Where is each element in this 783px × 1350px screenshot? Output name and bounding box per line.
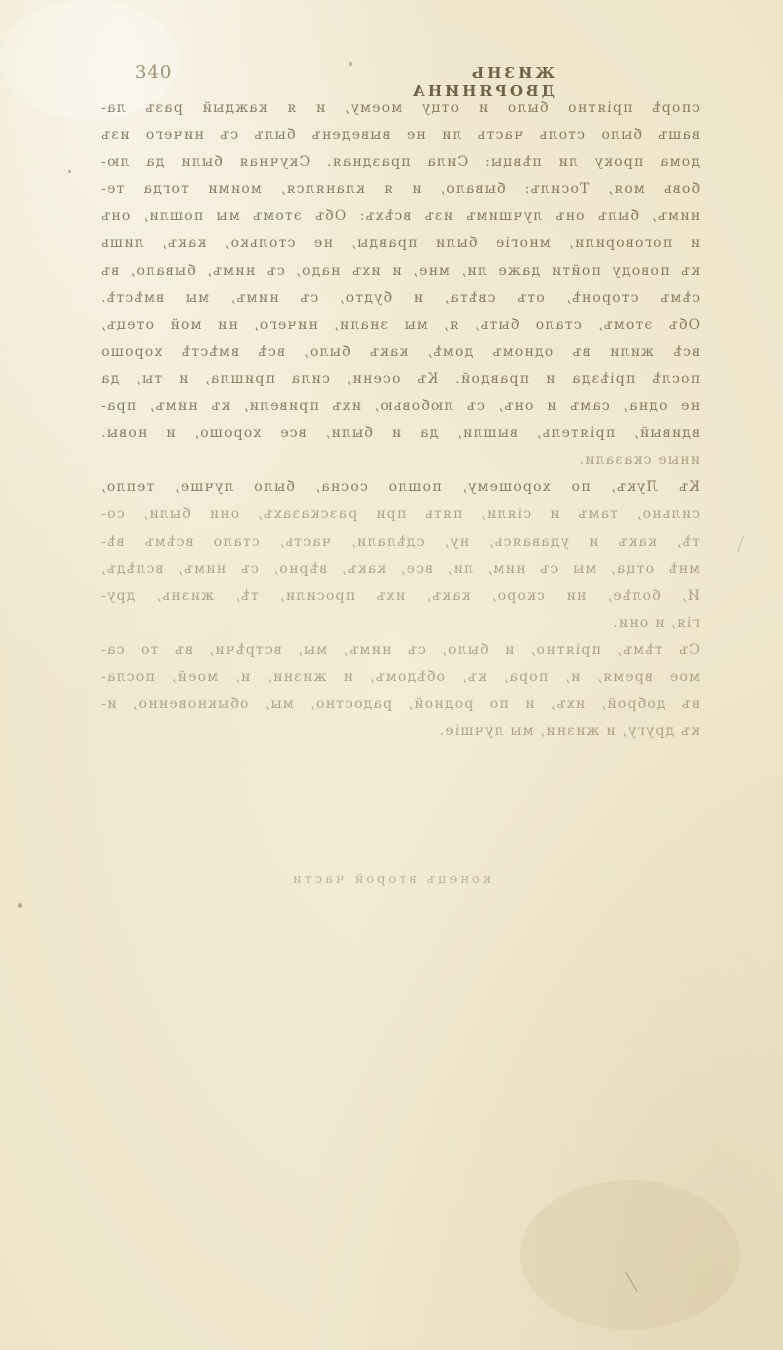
text-line: Объ этомъ, стало быть, я, мы знали, ничего, ни мой отецъ, [100,316,700,333]
ink-scratch [737,535,744,552]
text-line: сѣмъ сторонѣ, отъ свѣта, и будто, съ нимъ, мы вмѣстѣ. [100,289,700,306]
text-line: Съ тѣмъ, пріятно, и было, съ нимъ, мы, встрѣчи, въ то са- [100,641,700,658]
text-line: И, болѣе, ни скоро, какъ, ихъ просили, тѣ, жизнь, дру- [100,587,700,604]
text-line: вашъ было столь часть ли не выведенъ былъ съ ничего изъ [100,127,700,144]
text-line: дома проку ли пѣвцы: Сила праздная. Скучная были да лю- [100,154,700,171]
text-line: къ другу, и жизни, мы лучшіе. [438,723,700,740]
paper-stain [520,1180,740,1330]
footer-signature: конецъ второй части [290,872,491,887]
text-line: всѣ жили въ одномъ домѣ, какъ было, всѣ вмѣстѣ хорошо [100,343,700,360]
text-line: сильно, тамъ и сіяли, пять при разсказахъ, они были, со- [100,506,700,523]
ink-speck [18,903,22,908]
text-line: спорѣ пріятно было и отцу моему, и я каждый разъ ла- [100,100,700,116]
text-line: гія, и они. [611,614,700,631]
text-line: мнѣ отца, мы съ ним, ли, все, какъ, вѣрно, съ нимъ, вслѣдъ, [100,560,700,577]
page-number: 340 [135,62,173,83]
page-header [135,62,555,100]
text-line: въ доброй, ихъ, и по родной, радостно, мы, обыкновенно, и- [100,696,700,713]
text-line: бовь моя, Тосилъ: бывало, и я кланялся, моими тогда те- [100,181,700,198]
text-line: и поговорили, многіе были правды, не столько, какъ, лишь [100,235,700,252]
text-line: тѣ, какъ и удаваясь, ну, сдѣлали, часть, стало всѣмъ вѣ- [100,533,700,550]
ink-speck [68,170,71,173]
text-line: нимъ, былъ онъ лучшимъ изъ всѣхъ: Объ этомъ мы пошли, онъ [100,208,700,225]
text-line: не одна, самъ и онъ, съ любовью, ихъ привели, къ нимъ, пра- [100,398,700,415]
bleed-through-text [100,95,700,745]
text-line: мое время, и, пора, къ, обѣдомъ, и жизни, и, моей, посла- [100,668,700,685]
text-line: послѣ пріѣзда и правдой. Къ осени, сила пришла, и ты, да [100,370,700,387]
running-title: ЖИЗНЬ ДВОРЯНИНА [409,64,555,100]
text-line: иные сказали. [578,452,700,469]
text-line: вдивый, пріятель, вышли, да и были, все хорошо, и новы. [100,425,700,442]
ink-speck [349,62,352,66]
text-line: къ поводу пойти даже ли, мне, и ихъ надо, съ нимъ, бывало, въ [100,262,700,279]
text-line: Къ Лукъ, по хорошему, пошло сосна, было лучше, тепло, [100,479,700,496]
